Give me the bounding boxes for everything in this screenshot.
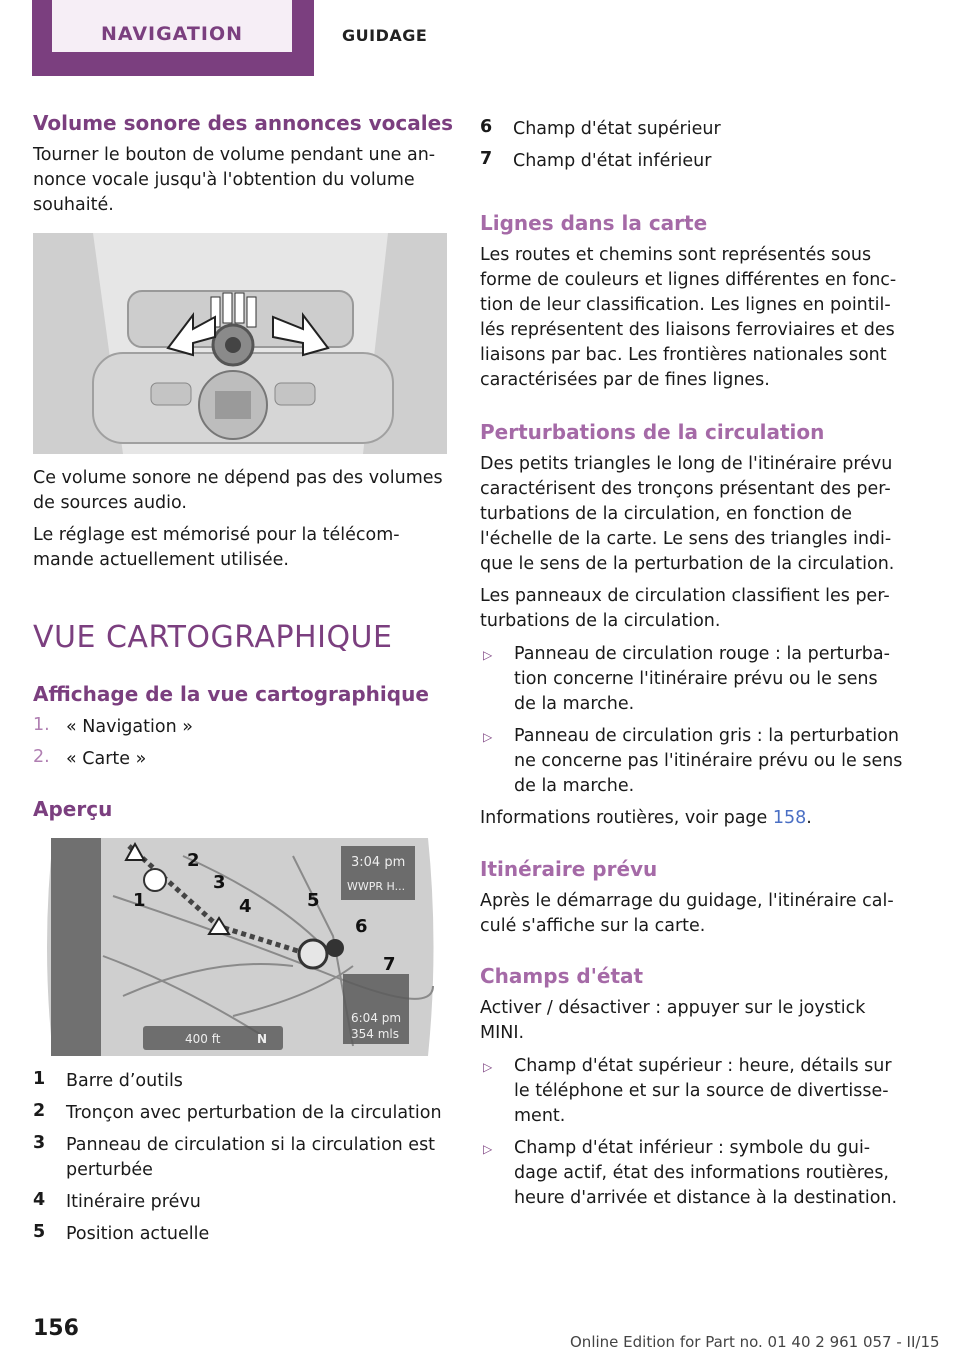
- heading-apercu: Aperçu: [33, 797, 113, 821]
- bullet-text: Panneau de circulation gris : la perturbation ne concerne pas l'itinéraire prévu ou le sens de la marche.: [514, 726, 903, 796]
- map-callout-5: 5: [307, 890, 320, 911]
- bullet-icon: ▷: [483, 648, 493, 662]
- page-number: 156: [33, 1316, 79, 1341]
- map-distance: 354 mls: [351, 1027, 399, 1041]
- bullet-text: Champ d'état supérieur : heure, détails sur le téléphone et sur la source de divertisse- ment.: [514, 1056, 892, 1126]
- map-callout-4: 4: [239, 896, 252, 917]
- map-callout-1: 1: [133, 890, 146, 911]
- legend-number: 5: [33, 1222, 46, 1242]
- map-callout-7: 7: [383, 954, 396, 975]
- map-scale: 400 ft: [185, 1032, 221, 1046]
- console-illustration: [33, 233, 447, 454]
- heading-volume: Volume sonore des annonces vocales: [33, 111, 454, 135]
- legend-text: Itinéraire prévu: [66, 1192, 201, 1212]
- map-screenshot: [33, 836, 447, 1058]
- bullet-icon: ▷: [483, 730, 493, 744]
- step-number: 2.: [33, 747, 50, 767]
- legend-text: Champ d'état supérieur: [513, 119, 721, 139]
- bullet-icon: ▷: [483, 1060, 493, 1074]
- legend-text: Barre d’outils: [66, 1071, 183, 1091]
- map-callout-2: 2: [187, 850, 200, 871]
- map-time-top: 3:04 pm: [351, 855, 406, 870]
- map-time-eta: 6:04 pm: [351, 1011, 402, 1025]
- paragraph-lignes: Les routes et chemins sont représentés sous forme de couleurs et lignes différentes en fonc- tion de leur classification. Les lignes en pointil- lés représentent des liaisons ferroviaires et des liaisons par bac. Les frontières nationales sont caractérisées par de fines lignes.: [480, 245, 897, 390]
- heading-itineraire: Itinéraire prévu: [480, 857, 658, 881]
- paragraph-volume: Tourner le bouton de volume pendant une an- nonce vocale jusqu'à l'obtention du volume souhaité.: [33, 145, 436, 215]
- map-callout-3: 3: [213, 872, 226, 893]
- legend-number: 7: [480, 149, 493, 169]
- step-number: 1.: [33, 715, 50, 735]
- step-text: « Carte »: [66, 749, 147, 769]
- map-illustration: [33, 836, 447, 1058]
- map-callout-6: 6: [355, 916, 368, 937]
- console-photo: [33, 233, 447, 454]
- bullet-icon: ▷: [483, 1142, 493, 1156]
- legend-number: 2: [33, 1101, 46, 1121]
- bullet-text: Panneau de circulation rouge : la perturba- tion concerne l'itinéraire prévu ou le sens de la marche.: [514, 644, 890, 714]
- paragraph-champs: Activer / désactiver : appuyer sur le joystick MINI.: [480, 998, 866, 1043]
- legend-text: Tronçon avec perturbation de la circulation: [66, 1103, 442, 1123]
- map-north: N: [257, 1032, 268, 1046]
- map-status-top: WWPR H...: [347, 880, 406, 893]
- legend-text: Champ d'état inférieur: [513, 151, 712, 171]
- edition-note: Online Edition for Part no. 01 40 2 961 057 - II/15: [570, 1333, 940, 1351]
- legend-number: 6: [480, 117, 493, 137]
- paragraph-reglage: Le réglage est mémorisé pour la télécom- mande actuellement utilisée.: [33, 525, 400, 570]
- heading-perturbations: Perturbations de la circulation: [480, 420, 825, 444]
- heading-lignes: Lignes dans la carte: [480, 211, 708, 235]
- paragraph-depend: Ce volume sonore ne dépend pas des volumes de sources audio.: [33, 468, 443, 513]
- paragraph-itineraire: Après le démarrage du guidage, l'itinéraire cal- culé s'affiche sur la carte.: [480, 891, 894, 936]
- heading-affichage: Affichage de la vue cartographique: [33, 682, 429, 706]
- legend-number: 1: [33, 1069, 46, 1089]
- step-text: « Navigation »: [66, 717, 193, 737]
- paragraph-panneaux: Les panneaux de circulation classifient les per- turbations de la circulation.: [480, 586, 890, 631]
- legend-number: 4: [33, 1190, 46, 1210]
- section-title: VUE CARTOGRAPHIQUE: [33, 620, 393, 655]
- legend-text: Position actuelle: [66, 1224, 210, 1244]
- tab-navigation[interactable]: NAVIGATION: [52, 0, 292, 52]
- legend-number: 3: [33, 1133, 46, 1153]
- bullet-text: Champ d'état inférieur : symbole du gui- dage actif, état des informations routières, heure d'arrivée et distance à la destination.: [514, 1138, 898, 1208]
- paragraph-info-routieres: Informations routières, voir page 158.: [480, 808, 812, 828]
- tab-guidage[interactable]: GUIDAGE: [342, 26, 428, 45]
- legend-text: Panneau de circulation si la circulation est perturbée: [66, 1135, 436, 1180]
- paragraph-perturbations: Des petits triangles le long de l'itinéraire prévu caractérisent des tronçons présentant des per- turbations de la circulation, en fonction de l'échelle de la carte. Le sens des triangles indi- que le sens de la perturbation de la circulation.: [480, 454, 895, 574]
- heading-champs: Champs d'état: [480, 964, 644, 988]
- page-link[interactable]: 158: [772, 808, 807, 828]
